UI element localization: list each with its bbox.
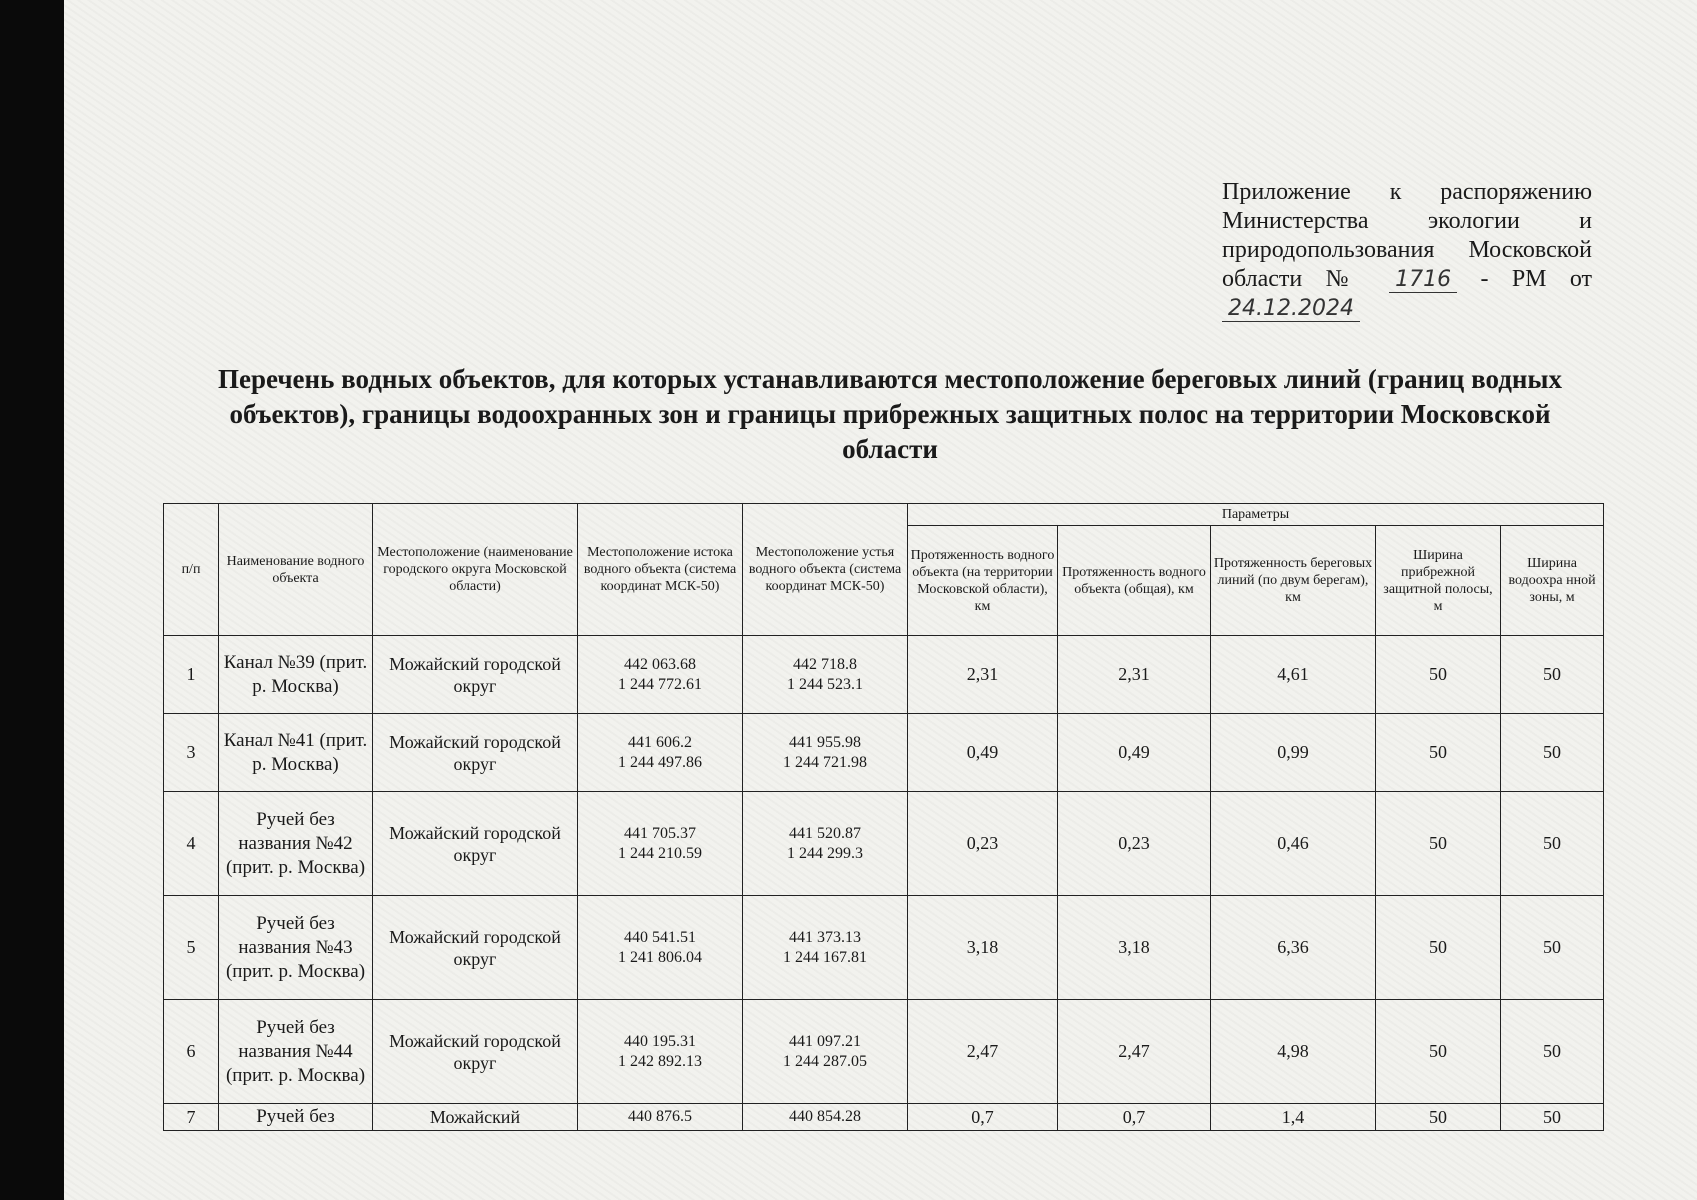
cell-mouth: 440 854.28	[743, 1104, 908, 1131]
cell-shore-len: 4,61	[1211, 636, 1376, 714]
header-source: Местоположение истока водного объекта (система координат МСК-50)	[578, 504, 743, 636]
cell-mouth: 442 718.8 1 244 523.1	[743, 636, 908, 714]
cell-source: 440 876.5	[578, 1104, 743, 1131]
cell-len-total: 2,31	[1058, 636, 1211, 714]
cell-name: Ручей без названия №43 (прит. р. Москва)	[219, 896, 373, 1000]
cell-name: Ручей без названия №44 (прит. р. Москва)	[219, 1000, 373, 1104]
cell-len-total: 0,7	[1058, 1104, 1211, 1131]
cell-num: 5	[164, 896, 219, 1000]
cell-coastal-width: 50	[1376, 896, 1501, 1000]
cell-len-total: 0,49	[1058, 714, 1211, 792]
cell-len-region: 0,49	[908, 714, 1058, 792]
cell-num: 6	[164, 1000, 219, 1104]
cell-num: 4	[164, 792, 219, 896]
cell-len-region: 0,23	[908, 792, 1058, 896]
cell-location: Можайский городской округ	[373, 636, 578, 714]
cell-location: Можайский городской округ	[373, 896, 578, 1000]
cell-coastal-width: 50	[1376, 714, 1501, 792]
cell-mouth: 441 097.21 1 244 287.05	[743, 1000, 908, 1104]
cell-coastal-width: 50	[1376, 1000, 1501, 1104]
cell-coastal-width: 50	[1376, 792, 1501, 896]
header-shore-len: Протяженность береговых линий (по двум берегам), км	[1211, 526, 1376, 636]
header-len-total: Протяженность водного объекта (общая), км	[1058, 526, 1211, 636]
header-mouth: Местоположение устья водного объекта (система координат МСК-50)	[743, 504, 908, 636]
approval-middle: - РМ от	[1480, 266, 1593, 292]
table-row	[164, 1104, 1604, 1131]
header-coastal-width: Ширина прибрежной защитной полосы, м	[1376, 526, 1501, 636]
cell-coastal-width: 50	[1376, 1104, 1501, 1131]
water-objects-table	[163, 503, 1604, 1131]
cell-coastal-width: 50	[1376, 636, 1501, 714]
cell-water-zone-width: 50	[1501, 1000, 1604, 1104]
cell-water-zone-width: 50	[1501, 714, 1604, 792]
cell-len-region: 3,18	[908, 896, 1058, 1000]
header-params-group: Параметры	[908, 504, 1604, 526]
cell-len-region: 0,7	[908, 1104, 1058, 1131]
cell-water-zone-width: 50	[1501, 636, 1604, 714]
approval-text: Приложение к распоряжению Министерства экологии и природопользования Московской	[1222, 179, 1592, 263]
cell-water-zone-width: 50	[1501, 792, 1604, 896]
table-row	[164, 896, 1604, 1000]
cell-len-total: 3,18	[1058, 896, 1211, 1000]
cell-len-region: 2,47	[908, 1000, 1058, 1104]
header-location: Местоположение (наименование городского округа Московской области)	[373, 504, 578, 636]
table-body	[164, 636, 1604, 1131]
approval-note	[1222, 178, 1592, 323]
header-num: п/п	[164, 504, 219, 636]
cell-mouth: 441 955.98 1 244 721.98	[743, 714, 908, 792]
cell-location: Можайский городской округ	[373, 792, 578, 896]
cell-source: 441 705.37 1 244 210.59	[578, 792, 743, 896]
scan-edge	[0, 0, 64, 1200]
cell-source: 440 541.51 1 241 806.04	[578, 896, 743, 1000]
table-row	[164, 1000, 1604, 1104]
cell-location: Можайский	[373, 1104, 578, 1131]
cell-water-zone-width: 50	[1501, 896, 1604, 1000]
cell-shore-len: 4,98	[1211, 1000, 1376, 1104]
cell-num: 1	[164, 636, 219, 714]
cell-water-zone-width: 50	[1501, 1104, 1604, 1131]
cell-source: 441 606.2 1 244 497.86	[578, 714, 743, 792]
document-title: Перечень водных объектов, для которых устанавливаются местоположение береговых линий (границ водных объектов), границы водоохранных зон и границы прибрежных защитных полос на территории Московской области	[218, 364, 1562, 464]
cell-source: 440 195.31 1 242 892.13	[578, 1000, 743, 1104]
table-row	[164, 714, 1604, 792]
cell-source: 442 063.68 1 244 772.61	[578, 636, 743, 714]
header-name: Наименование водного объекта	[219, 504, 373, 636]
cell-shore-len: 0,99	[1211, 714, 1376, 792]
cell-shore-len: 1,4	[1211, 1104, 1376, 1131]
cell-name: Ручей без названия №42 (прит. р. Москва)	[219, 792, 373, 896]
cell-len-total: 2,47	[1058, 1000, 1211, 1104]
cell-name: Ручей без	[219, 1104, 373, 1131]
cell-num: 7	[164, 1104, 219, 1131]
cell-len-region: 2,31	[908, 636, 1058, 714]
order-date: 24.12.2024	[1222, 296, 1360, 322]
cell-shore-len: 6,36	[1211, 896, 1376, 1000]
cell-len-total: 0,23	[1058, 792, 1211, 896]
header-water-zone-width: Ширина водоохра нной зоны, м	[1501, 526, 1604, 636]
cell-shore-len: 0,46	[1211, 792, 1376, 896]
cell-name: Канал №39 (прит. р. Москва)	[219, 636, 373, 714]
table-row	[164, 792, 1604, 896]
order-number: 1716	[1389, 267, 1457, 293]
cell-name: Канал №41 (прит. р. Москва)	[219, 714, 373, 792]
table-row	[164, 636, 1604, 714]
cell-location: Можайский городской округ	[373, 1000, 578, 1104]
approval-region-prefix: области №	[1222, 266, 1366, 292]
header-len-region: Протяженность водного объекта (на территории Московской области), км	[908, 526, 1058, 636]
cell-location: Можайский городской округ	[373, 714, 578, 792]
cell-mouth: 441 520.87 1 244 299.3	[743, 792, 908, 896]
cell-num: 3	[164, 714, 219, 792]
cell-mouth: 441 373.13 1 244 167.81	[743, 896, 908, 1000]
